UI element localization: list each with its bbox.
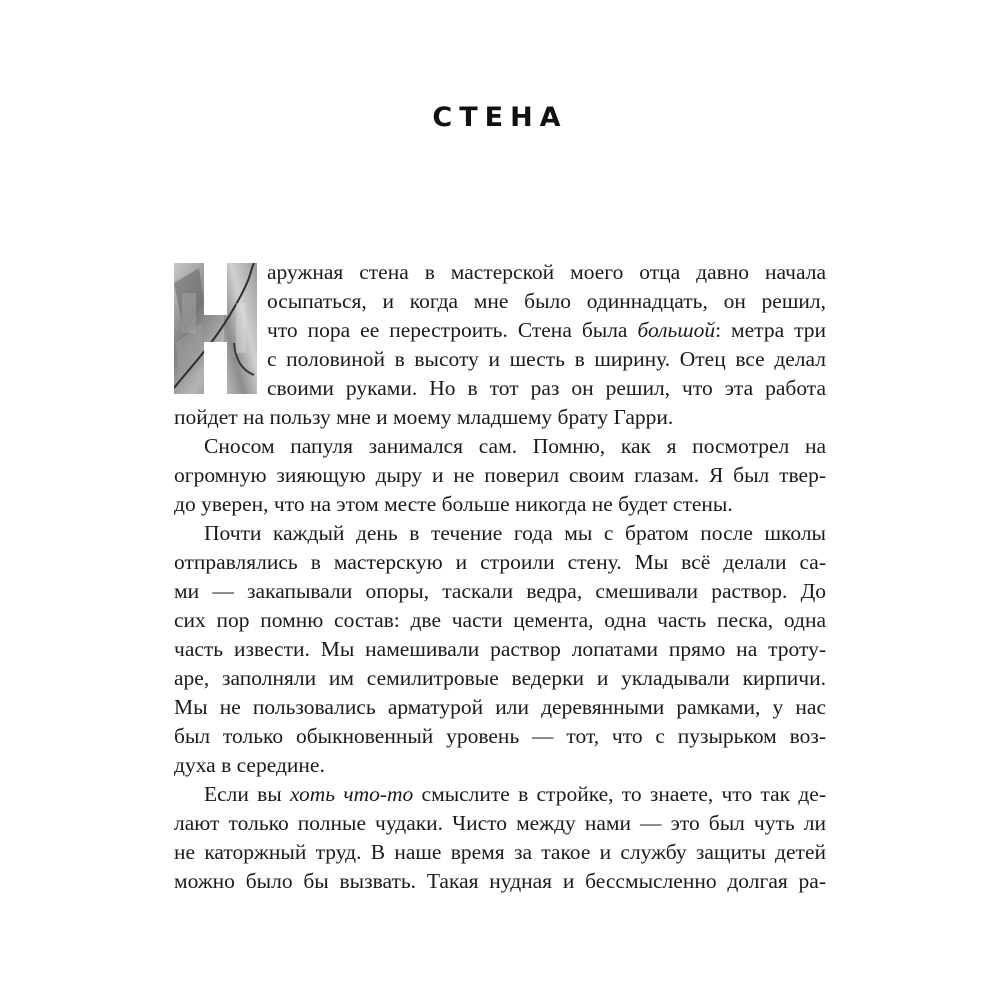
- paragraph-first-line: Сносом папуля занимался сам. Помню, как я посмотрел на: [204, 434, 826, 458]
- text-line: лают только полные чудаки. Чисто между нами — это был чуть ли: [174, 811, 826, 835]
- text-line: аружная стена в мастерской моего отца давно начала: [267, 260, 826, 284]
- text-line: пойдет на пользу мне и моему младшему брату Гарри.: [174, 405, 674, 429]
- text-line: аре, заполняли им семилитровые ведерки и укладывали кирпичи.: [174, 666, 826, 690]
- text-run: что пора ее перестроить. Стена была: [267, 318, 638, 342]
- text-line: был только обыкновенный уровень — тот, что с пузырьком воз-: [174, 724, 826, 748]
- chapter-title: СТЕНА: [432, 102, 568, 133]
- paragraph-first-line: [174, 780, 826, 808]
- text-line: [267, 316, 826, 344]
- text-line: не каторжный труд. В наше время за такое и службу защиты детей: [174, 840, 826, 864]
- dropcap-n-icon: [174, 263, 257, 394]
- text-line: ми — закапывали опоры, таскали ведра, смешивали раствор. До: [174, 579, 826, 603]
- text-run: Если вы: [204, 782, 290, 806]
- text-line: сих пор помню состав: две части цемента, одна часть песка, одна: [174, 608, 826, 632]
- emphasis-text: большой: [637, 318, 716, 342]
- text-line: духа в середине.: [174, 753, 325, 777]
- text-line: до уверен, что на этом месте больше никогда не будет стены.: [174, 492, 733, 516]
- text-line: с половиной в высоту и шесть в ширину. Отец все делал: [267, 347, 826, 371]
- dropcap-letter-image: [174, 263, 257, 394]
- emphasis-text: хоть что-то: [290, 782, 414, 806]
- text-line: огромную зияющую дыру и не поверил своим глазам. Я был твер-: [174, 463, 826, 487]
- text-line: осыпаться, и когда мне было одиннадцать, он решил,: [267, 289, 826, 313]
- text-line: Мы не пользовались арматурой или деревянными рамками, у нас: [174, 695, 826, 719]
- text-run: смыслите в стройке, то знаете, что так де-: [413, 782, 826, 806]
- text-line: часть извести. Мы намешивали раствор лопатами прямо на троту-: [174, 637, 826, 661]
- text-line: можно было бы вызвать. Такая нудная и бессмысленно долгая ра-: [174, 869, 826, 893]
- text-run: : метра три: [715, 318, 826, 342]
- text-line: своими руками. Но в тот раз он решил, что эта работа: [267, 376, 826, 400]
- text-line: отправлялись в мастерскую и строили стену. Мы всё делали са-: [174, 550, 826, 574]
- paragraph-first-line: Почти каждый день в течение года мы с братом после школы: [204, 521, 826, 545]
